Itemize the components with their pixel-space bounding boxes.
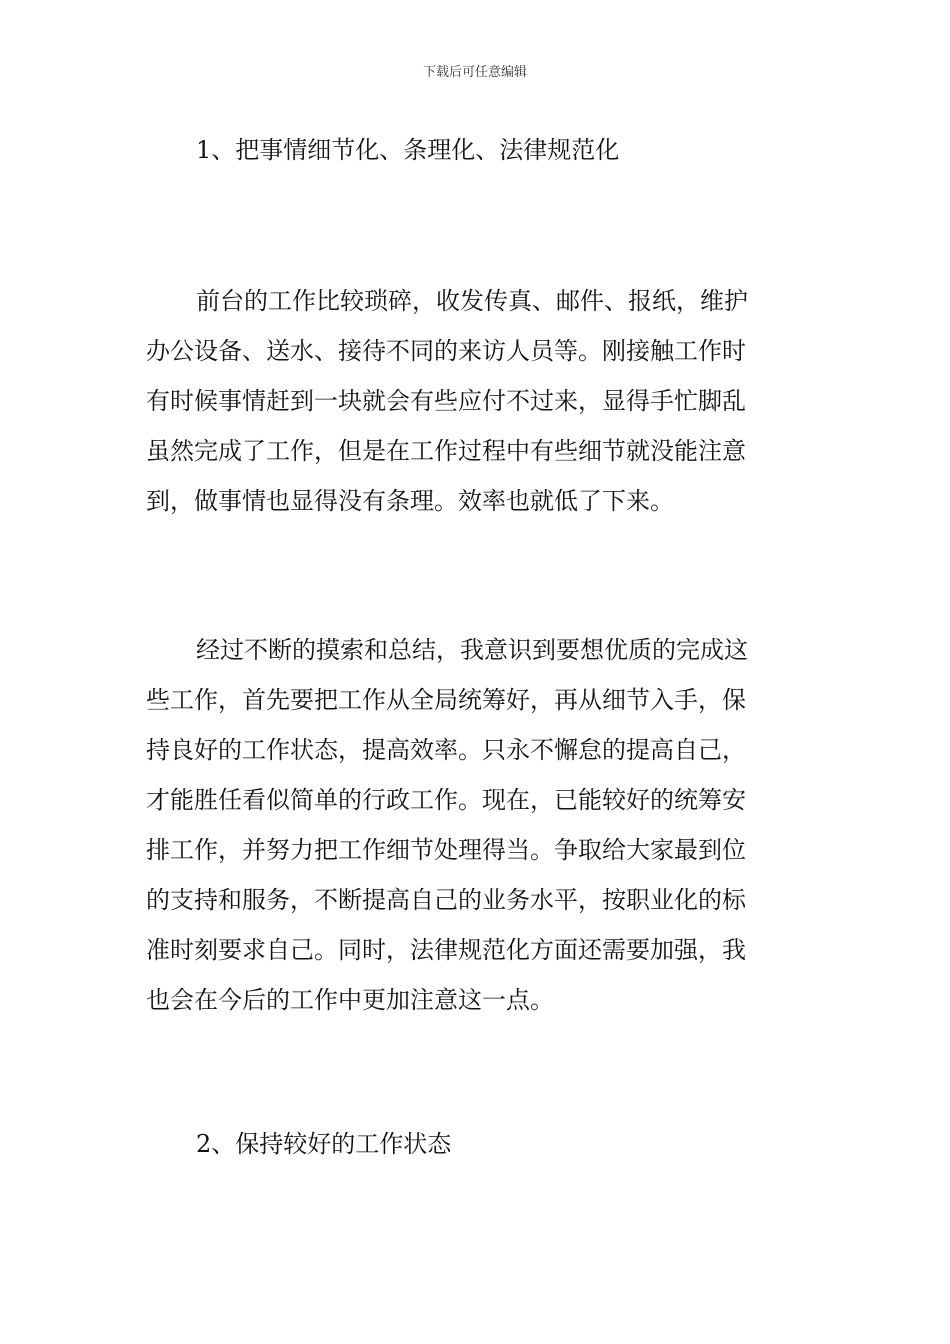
paragraph-line: 些工作，首先要把工作从全局统筹好，再从细节入手，保 <box>146 686 746 714</box>
paragraph-line: 持良好的工作状态，提高效率。只永不懈怠的提高自己， <box>146 736 746 764</box>
paragraph-line: 有时候事情赶到一块就会有些应付不过来，显得手忙脚乱 <box>146 387 746 415</box>
header-note: 下载后可任意编辑 <box>422 65 527 80</box>
paragraph-line: 准时刻要求自己。同时，法律规范化方面还需要加强，我 <box>146 936 746 964</box>
section-heading-1: 1、把事情细节化、条理化、法律规范化 <box>196 136 620 164</box>
paragraph-line: 才能胜任看似简单的行政工作。现在，已能较好的统筹安 <box>146 786 746 814</box>
paragraph-line: 排工作，并努力把工作细节处理得当。争取给大家最到位 <box>146 836 746 864</box>
paragraph-line: 也会在今后的工作中更加注意这一点。 <box>146 986 554 1014</box>
paragraph-line: 虽然完成了工作，但是在工作过程中有些细节就没能注意 <box>146 437 746 465</box>
paragraph-line: 的支持和服务，不断提高自己的业务水平，按职业化的标 <box>146 886 746 914</box>
paragraph-line: 前台的工作比较琐碎，收发传真、邮件、报纸，维护 <box>196 287 748 315</box>
paragraph-line: 经过不断的摸索和总结，我意识到要想优质的完成这 <box>196 636 748 664</box>
paragraph-1 <box>146 276 806 526</box>
paragraph-2 <box>146 625 806 1025</box>
paragraph-line: 办公设备、送水、接待不同的来访人员等。刚接触工作时 <box>146 337 746 365</box>
paragraph-line: 到，做事情也显得没有条理。效率也就低了下来。 <box>146 487 674 515</box>
section-heading-2: 2、保持较好的工作状态 <box>196 1130 452 1158</box>
